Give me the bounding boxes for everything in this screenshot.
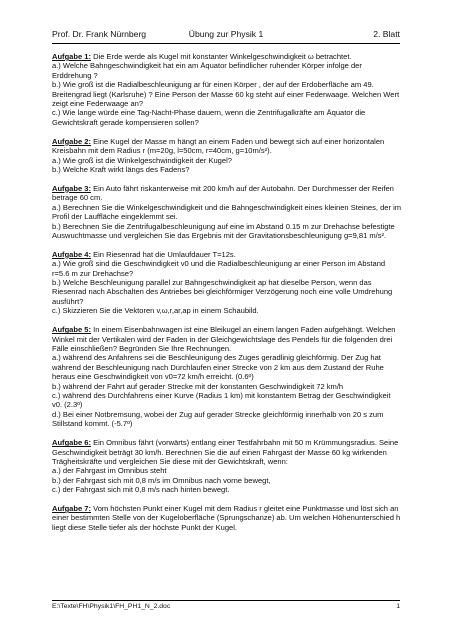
header-course: Übung zur Physik 1 xyxy=(188,29,264,39)
task-intro: Ein Auto fährt riskanterweise mit 200 km/h auf der Autobahn. Der Durchmesser der Reifen betrage 60 cm. xyxy=(52,183,394,203)
task-line: b.) Berechnen Sie die Zentrifugalbeschleunigung auf eine im Abstand 0.15 m zur Drehachse befestigte Auswuchtmasse und vergleichen Sie das Ergebnis mit der Gravitationsbeschleunigung g=9,81 m/s². xyxy=(52,221,395,240)
task-title: Aufgabe 5: xyxy=(52,325,91,335)
task-line: b.) der Fahrgast sich mit 0,8 m/s im Omnibus nach vorne bewegt, xyxy=(52,475,271,485)
page-header xyxy=(52,29,400,44)
footer-page-number: 1 xyxy=(396,603,400,610)
task-line: c.) Skizzieren Sie die Vektoren v,ω,r,ar,ap in einem Schaubild. xyxy=(52,306,259,316)
task-title: Aufgabe 2: xyxy=(52,136,91,146)
task-line: a.) Wie groß sind die Geschwindigkeit v0 und die Radialbeschleunigung ar einer Person im Abstand r=5.6 m zur Drehachse? xyxy=(52,259,386,278)
task-title: Aufgabe 1: xyxy=(52,52,91,61)
task-intro: In einem Eisenbahnwagen ist eine Bleikugel an einem langen Faden aufgehängt. Welchen Winkel mit der Vertikalen wird der Faden in der Gleichgewichtslage des Pendels für die folgenden drei Fälle einschließen? Begründen Sie Ihre Rechnungen. xyxy=(52,325,396,353)
task-line: a.) Wie groß ist die Winkelgeschwindigkeit der Kugel? xyxy=(52,155,232,165)
page-footer xyxy=(52,600,400,615)
task-1 xyxy=(52,52,402,127)
task-line: b.) Wie groß ist die Radialbeschleunigung ar für einen Körper , der auf der Erdoberfläche am 49. Breitengrad liegt (Karlsruhe) ? Eine Person der Masse 60 kg steht auf einer Federwaage. Welchen Wert zeigt eine Federwaage an? xyxy=(52,80,400,109)
task-line: c.) Wie lange würde eine Tag-Nacht-Phase dauern, wenn die Zentrifugalkräfte am Äquator die Gewichtskraft gerade kompensieren sollen? xyxy=(52,108,366,127)
exercise-list xyxy=(52,52,402,542)
footer-file-path: E:\Texte\FH\Physik1\FH_PH1_N_2.doc xyxy=(52,603,171,610)
task-line: c.) während des Durchfahrens einer Kurve (Radius 1 km) mit konstantem Betrag der Geschwindigkeit v0. (2.3º) xyxy=(52,391,391,410)
task-line: b.) Welche Kraft wirkt längs des Fadens? xyxy=(52,164,190,174)
task-title: Aufgabe 7: xyxy=(52,504,91,514)
task-5 xyxy=(52,325,402,428)
task-intro: Vom höchsten Punkt einer Kugel mit dem Radius r gleitet eine Punktmasse und löst sich an einer bestimmten Stelle von der Kugeloberfläche (Sprungschanze) ab. Um welchen Höhenunterschied h liegt diese Stelle tiefer als der höchste Punkt der Kugel. xyxy=(52,504,401,532)
task-3 xyxy=(52,184,402,240)
task-title: Aufgabe 6: xyxy=(52,438,91,448)
task-4 xyxy=(52,250,402,316)
task-6 xyxy=(52,438,402,494)
task-intro: Ein Omnibus fährt (vorwärts) entlang einer Testfahrbahn mit 50 m Krümmungsradius. Seine Geschwindigkeit beträgt 30 km/h. Berechnen Sie die auf einen Fahrgast der Masse 60 kg wirkenden Trägheitskräfte und vergleichen Sie diese mit der Gewichtskraft, wenn: xyxy=(52,438,399,466)
task-line: a.) während des Anfahrens sei die Beschleunigung des Zuges geradlinig gleichförmig. Der Zug hat während der Beschleunigung nach Durchlaufen einer Strecke von 2 km aus dem Zustand der Ruhe heraus eine Geschwindigkeit von v0=72 km/h erreicht. (0.6º) xyxy=(52,353,384,382)
task-line: c.) der Fahrgast sich mit 0,8 m/s nach hinten bewegt. xyxy=(52,485,230,495)
task-7 xyxy=(52,504,402,532)
task-line: d.) Bei einer Notbremsung, wobei der Zug auf gerader Strecke gleichförmig innerhalb von 20 s zum Stillstand kommt. (-5.7º) xyxy=(52,409,384,429)
task-line: b.) während der Fahrt auf gerader Strecke mit der konstanten Geschwindigkeit 72 km/h xyxy=(52,381,344,391)
task-line: b.) Welche Beschleunigung parallel zur Bahngeschwindigkeit ap hat dieselbe Person, wenn das Riesenrad nach Abschalten des Antriebes bei gleichförmiger Verzögerung noch eine volle Umdrehung ausführt? xyxy=(52,278,393,306)
task-line: a.) Berechnen Sie die Winkelgeschwindigkeit und die Bahngeschwindigkeit eines kleinen Steines, der im Profil der Lauffläche eingeklemmt sei. xyxy=(52,202,402,222)
task-2 xyxy=(52,137,402,175)
header-author: Prof. Dr. Frank Nürnberg xyxy=(52,29,147,39)
task-intro: Ein Riesenrad hat die Umlaufdauer T=12s. xyxy=(91,249,236,259)
task-title: Aufgabe 3: xyxy=(52,183,91,193)
task-intro: Die Erde werde als Kugel mit konstanter Winkelgeschwindigkeit ω betrachtet. xyxy=(91,52,352,61)
header-sheet: 2. Blatt xyxy=(373,29,400,39)
task-title: Aufgabe 4: xyxy=(52,249,91,259)
task-intro: Eine Kugel der Masse m hängt an einem Faden und bewegt sich auf einer horizontalen Kreisbahn mit dem Radius r (m=20g, l=50cm, r=40cm, g=10m/s²). xyxy=(52,136,385,156)
task-line: a.) der Fahrgast im Omnibus steht xyxy=(52,466,167,476)
task-line: a.) Welche Bahngeschwindigkeit hat ein am Äquator befindlicher ruhender Körper infolge der Erddrehung ? xyxy=(52,61,362,80)
